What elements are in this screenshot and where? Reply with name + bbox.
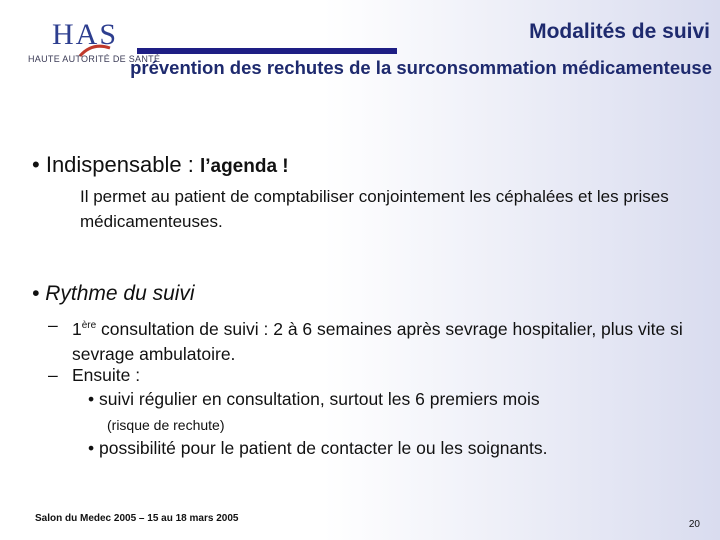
list-item-text: Ensuite : [72,365,141,385]
ordinal: 1 [72,319,82,339]
sub-list-item [88,438,547,459]
sub-list-item [88,389,540,410]
bullet-dot: • [32,152,40,177]
bullet-emphasis: l’agenda ! [199,156,289,177]
sub-list-note: (risque de rechute) [107,417,225,433]
ordinal-suffix: ère [81,320,97,331]
bullet-label: Rythme du suivi [45,282,195,305]
dash-marker: – [48,315,58,335]
bullet-label: Indispensable : [45,152,194,177]
bullet-agenda [32,152,289,178]
list-item-body: consultation de suivi : 2 à 6 semaines après sevrage hospitalier, plus vite si sevrage ambulatoire. [72,319,683,364]
dash-marker: – [48,365,58,385]
sub-list-text: possibilité pour le patient de contacter le ou les soignants. [99,438,548,458]
header-divider [137,48,397,54]
agenda-description: Il permet au patient de comptabiliser conjointement les céphalées et les prises médicamenteuses. [80,187,669,231]
page-title: Modalités de suivi [529,20,710,43]
logo-subtitle: HAUTE AUTORITÉ DE SANTÉ [28,54,161,64]
page-subtitle: prévention des rechutes de la surconsommation médicamenteuse [130,57,712,78]
bullet-dot: • [32,282,40,305]
bullet-dot: • [88,389,99,409]
page-number: 20 [688,519,700,530]
logo-text: HAS [52,18,119,51]
bullet-dot: • [88,438,99,458]
list-item-text [72,313,712,367]
footer-event: Salon du Medec 2005 – 15 au 18 mars 2005 [35,513,239,524]
sub-list-text: suivi régulier en consultation, surtout les 6 premiers mois [99,389,540,409]
has-logo [28,18,161,66]
bullet-rythme [32,282,195,306]
